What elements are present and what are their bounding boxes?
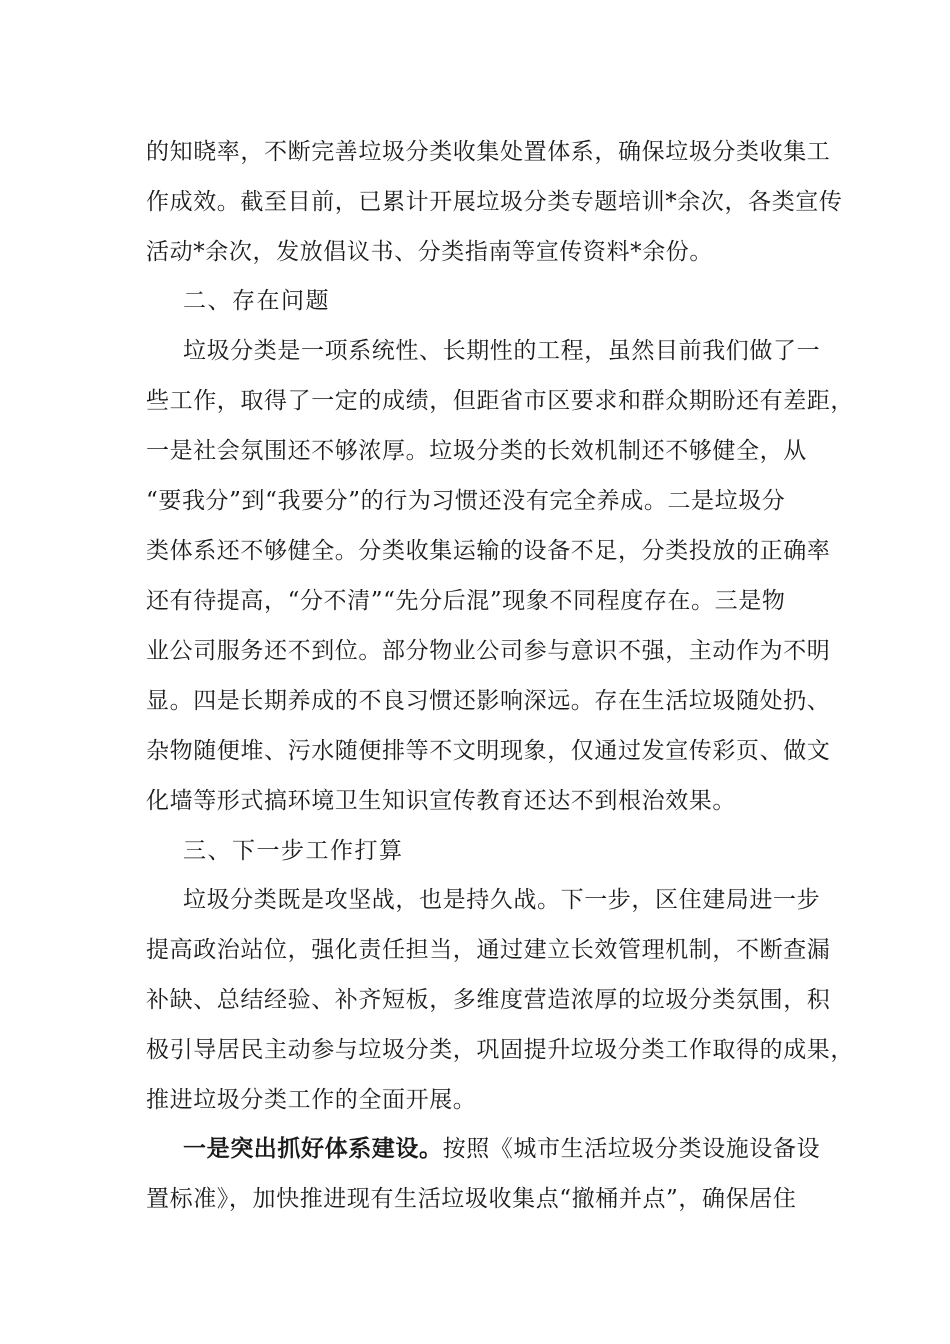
paragraph-2-line-6: 还有待提高，“分不清”“先分后混”现象不同程度存在。三是物 [146, 588, 786, 614]
paragraph-2-line-9: 杂物随便堆、污水随便排等不文明现象，仅通过发宣传彩页、做文 [146, 738, 831, 764]
paragraph-2-line-1: 垃圾分类是一项系统性、长期性的工程，虽然目前我们做了一 [183, 338, 821, 364]
paragraph-3-line-4: 极引导居民主动参与垃圾分类，巩固提升垃圾分类工作取得的成果， [146, 1037, 854, 1063]
paragraph-3-line-3: 补缺、总结经验、补齐短板，多维度营造浓厚的垃圾分类氛围，积 [146, 987, 831, 1013]
paragraph-1-line-1: 的知晓率，不断完善垃圾分类收集处置体系，确保垃圾分类收集工 [146, 139, 831, 165]
paragraph-4-line-2: 置标准》，加快推进现有生活垃圾收集点“撤桶并点”，确保居住 [146, 1186, 797, 1212]
paragraph-2-line-3: 一是社会氛围还不够浓厚。垃圾分类的长效机制还不够健全，从 [146, 438, 807, 464]
paragraph-2-line-5: 类体系还不够健全。分类收集运输的设备不足，分类投放的正确率 [146, 538, 831, 564]
paragraph-2-line-7: 业公司服务还不到位。部分物业公司参与意识不强，主动作为不明 [146, 638, 831, 664]
paragraph-3-line-5: 推进垃圾分类工作的全面开展。 [146, 1087, 477, 1113]
paragraph-4-line-1-rest: 按照《城市生活垃圾分类设施设备设 [442, 1136, 821, 1162]
paragraph-2-line-4: “要我分”到“我要分”的行为习惯还没有完全养成。二是垃圾分 [146, 488, 786, 514]
paragraph-3-line-2: 提高政治站位，强化责任担当，通过建立长效管理机制，不断查漏 [146, 937, 831, 963]
paragraph-2-line-8: 显。四是长期养成的不良习惯还影响深远。存在生活垃圾随处扔、 [146, 688, 831, 714]
section-heading-next-steps: 三、下一步工作打算 [183, 838, 404, 864]
section-heading-problems: 二、存在问题 [183, 288, 330, 314]
paragraph-1-line-3: 活动*余次，发放倡议书、分类指南等宣传资料*余份。 [146, 239, 713, 265]
paragraph-4-bold-lead: 一是突出抓好体系建设。 [183, 1135, 443, 1162]
paragraph-1-line-2: 作成效。截至目前，已累计开展垃圾分类专题培训*余次，各类宣传 [146, 189, 843, 215]
paragraph-2-line-10: 化墙等形式搞环境卫生知识宣传教育还达不到根治效果。 [146, 788, 736, 814]
paragraph-2-line-2: 些工作，取得了一定的成绩，但距省市区要求和群众期盼还有差距， [146, 388, 854, 414]
paragraph-4-line-1 [183, 1134, 820, 1164]
paragraph-3-line-1: 垃圾分类既是攻坚战，也是持久战。下一步，区住建局进一步 [183, 887, 821, 913]
